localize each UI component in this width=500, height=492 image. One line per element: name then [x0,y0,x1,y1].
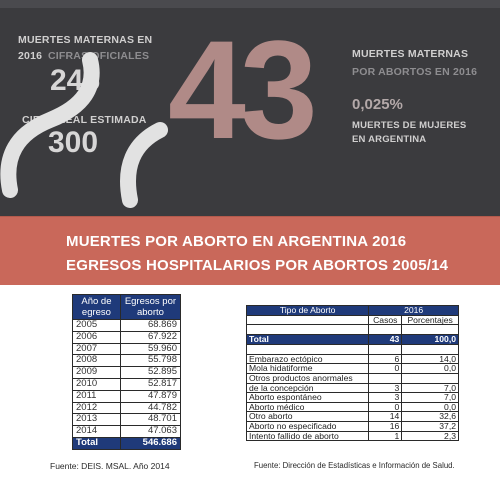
tipo-casos-cell: 3 [369,393,402,403]
egresos-count-cell: 55.798 [120,355,180,367]
banner-title-line1: MUERTES POR ABORTO EN ARGENTINA 2016 [66,233,407,250]
table-row [73,343,181,355]
egresos-header-year: Año de egreso [73,295,121,320]
tipo-casos-cell: 0 [369,402,402,412]
right-label-line1: MUERTES MATERNAS [352,48,469,60]
tipo-total-row [247,335,459,345]
tipo-label-cell: Aborto espontáneo [247,393,369,403]
egresos-count-cell: 68.869 [120,320,180,332]
egresos-count-cell: 47.063 [120,426,180,438]
table-row [73,402,181,414]
egresos-count-cell: 52.895 [120,367,180,379]
egresos-year-cell: 2014 [73,426,121,438]
egresos-header-count: Egresos por aborto [120,295,180,320]
official-label-year: 2016 [18,50,43,62]
tipo-subheader-porcentajes: Porcentajes [402,315,459,325]
tipo-label-cell: de la concepción [247,383,369,393]
tipo-label-cell: Embarazo ectópico [247,354,369,364]
egresos-year-cell: 2013 [73,414,121,426]
official-label-line2: CIFRAS OFICIALES [48,50,150,62]
egresos-year-cell: 2010 [73,378,121,390]
table-row [73,331,181,343]
tipo-label-cell: Mola hidatiforme [247,364,369,374]
tipo-casos-cell: 1 [369,431,402,441]
egresos-year-cell: 2007 [73,343,121,355]
table-row [73,414,181,426]
top-strip [0,0,500,8]
official-value: 245 [50,64,101,97]
tipo-total-casos: 43 [369,335,402,345]
table-row [247,431,459,441]
table-row [247,373,459,383]
table-row [73,367,181,379]
egresos-count-cell: 59.960 [120,343,180,355]
percent-label-line2: EN ARGENTINA [352,134,427,145]
egresos-count-cell: 52.817 [120,378,180,390]
tipo-pct-cell: 0,0 [402,402,459,412]
tipo-subheader-blank [247,315,369,325]
big-number: 43 [168,11,312,168]
title-banner [0,216,500,286]
tipo-gap-row [247,344,459,354]
table-row [73,426,181,438]
table-row [73,355,181,367]
egresos-total-value: 546.686 [120,437,180,449]
table-row [73,378,181,390]
tipo-label-cell: Otro aborto [247,412,369,422]
egresos-source: Fuente: DEIS. MSAL. Año 2014 [50,461,170,471]
tipo-pct-cell: 14,0 [402,354,459,364]
tipo-subheader-casos: Casos [369,315,402,325]
egresos-count-cell: 67.922 [120,331,180,343]
official-label-line1: MUERTES MATERNAS EN [18,34,153,46]
banner-title-line2: EGRESOS HOSPITALARIOS POR ABORTOS 2005/14 [66,257,449,274]
tipo-casos-cell: 16 [369,421,402,431]
tipo-casos-cell [369,373,402,383]
tipo-casos-cell: 14 [369,412,402,422]
egresos-total-row [73,437,181,449]
egresos-year-cell: 2006 [73,331,121,343]
egresos-table [72,294,181,450]
egresos-count-cell: 47.879 [120,390,180,402]
tipo-source: Fuente: Dirección de Estadísticas e Información de Salud. [254,461,455,470]
egresos-count-cell: 44.782 [120,402,180,414]
estimated-value: 300 [48,126,99,159]
tipo-label-cell: Aborto no especificado [247,421,369,431]
tipo-label-cell: Intento fallido de aborto [247,431,369,441]
tipo-header-label: Tipo de Aborto [247,306,369,316]
tipo-gap-row [247,325,459,335]
egresos-year-cell: 2009 [73,367,121,379]
egresos-year-cell: 2012 [73,402,121,414]
table-row [73,320,181,332]
tipo-pct-cell: 7,0 [402,393,459,403]
tipo-aborto-table [246,305,459,441]
tipo-casos-cell: 3 [369,383,402,393]
tipo-header-year: 2016 [369,306,459,316]
tipo-casos-cell: 0 [369,364,402,374]
egresos-count-cell: 48.701 [120,414,180,426]
tipo-total-pct: 100,0 [402,335,459,345]
table-row [247,412,459,422]
egresos-year-cell: 2005 [73,320,121,332]
egresos-year-cell: 2008 [73,355,121,367]
estimated-label: CIFRA REAL ESTIMADA [22,114,147,126]
table-row [247,393,459,403]
percent-value: 0,025% [352,96,403,113]
table-row [247,421,459,431]
table-row [73,390,181,402]
egresos-total-label: Total [73,437,121,449]
tipo-casos-cell: 6 [369,354,402,364]
tipo-label-cell: Aborto médico [247,402,369,412]
watermark-graphic [0,40,220,210]
tipo-pct-cell: 7,0 [402,383,459,393]
tipo-pct-cell [402,373,459,383]
tipo-pct-cell: 32,6 [402,412,459,422]
percent-label-line1: MUERTES DE MUJERES [352,120,467,131]
tipo-pct-cell: 2,3 [402,431,459,441]
tipo-label-cell: Otros productos anormales [247,373,369,383]
tipo-pct-cell: 37,2 [402,421,459,431]
tipo-pct-cell: 0,0 [402,364,459,374]
right-label-line2: POR ABORTOS EN 2016 [352,66,478,78]
tipo-total-label: Total [247,335,369,345]
egresos-year-cell: 2011 [73,390,121,402]
